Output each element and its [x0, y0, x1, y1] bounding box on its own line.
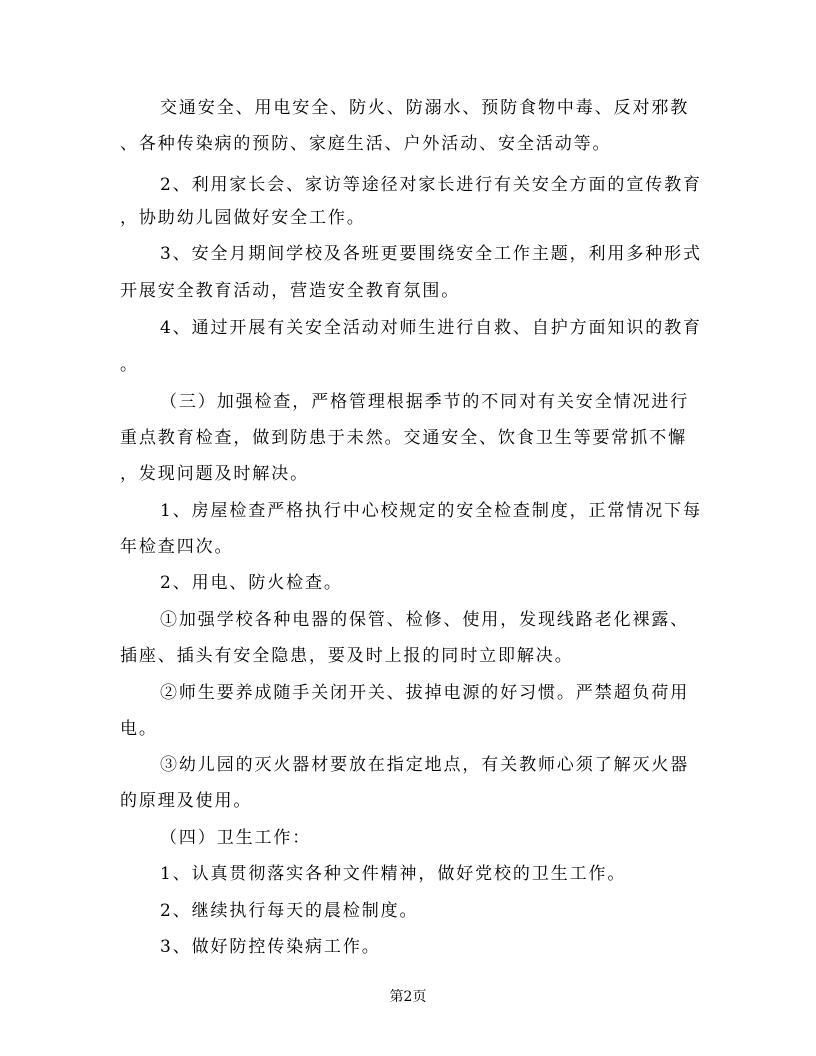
text-line: 、各种传染病的预防、家庭生活、户外活动、安全活动等。: [120, 134, 612, 154]
page-number: 第2页: [389, 989, 427, 1005]
text-line: 插座、插头有安全隐患，要及时上报的同时立即解决。: [120, 646, 574, 666]
text-line: 2、继续执行每天的晨检制度。: [160, 901, 419, 921]
text-line: 2、利用家长会、家访等途径对家长进行有关安全方面的宣传教育: [160, 175, 702, 195]
text-line: （三）加强检查，严格管理根据季节的不同对有关安全情况进行: [160, 392, 690, 412]
text-line: ，协助幼儿园做好安全工作。: [120, 208, 366, 228]
text-line: 的原理及使用。: [120, 791, 253, 811]
text-line: ，发现问题及时解决。: [120, 464, 309, 484]
text-line: 。: [120, 355, 139, 375]
text-line: 3、做好防控传染病工作。: [160, 937, 381, 957]
text-line: 2、用电、防火检查。: [160, 573, 343, 593]
text-line: ①加强学校各种电器的保管、检修、使用，发现线路老化裸露、: [160, 610, 690, 630]
text-line: 交通安全、用电安全、防火、防溺水、预防食物中毒、反对邪教: [160, 98, 690, 118]
text-line: ②师生要养成随手关闭开关、拔掉电源的好习惯。严禁超负荷用: [160, 683, 690, 703]
text-line: 开展安全教育活动，营造安全教育氛围。: [120, 281, 461, 301]
text-line: 1、房屋检查严格执行中心校规定的安全检查制度，正常情况下每: [160, 501, 702, 521]
text-line: （四）卫生工作：: [160, 828, 312, 848]
text-line: 1、认真贯彻落实各种文件精神，做好党校的卫生工作。: [160, 864, 627, 884]
text-line: 年检查四次。: [120, 537, 234, 557]
text-line: 电。: [120, 719, 158, 739]
text-line: 重点教育检查，做到防患于未然。交通安全、饮食卫生等要常抓不懈: [120, 428, 687, 448]
text-line: 4、通过开展有关安全活动对师生进行自救、自护方面知识的教育: [160, 318, 702, 338]
text-line: ③幼儿园的灭火器材要放在指定地点，有关教师心须了解灭火器: [160, 755, 690, 775]
text-line: 3、安全月期间学校及各班更要围绕安全工作主题，利用多种形式: [160, 244, 702, 264]
